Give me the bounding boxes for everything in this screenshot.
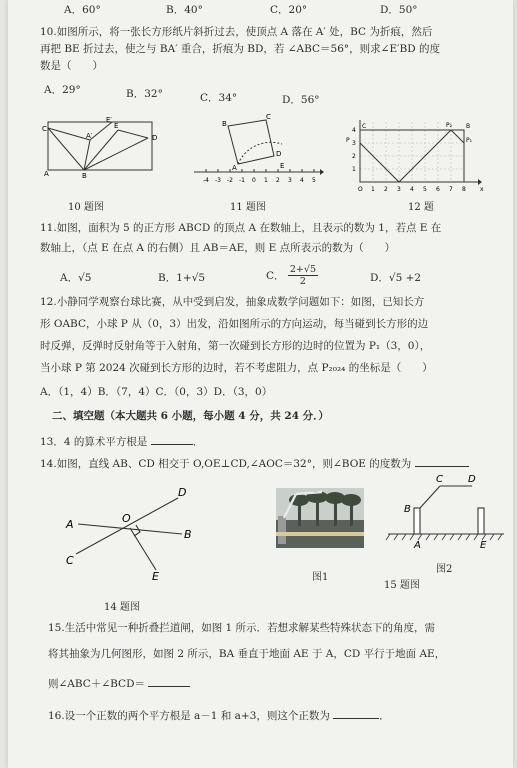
- q10-line-2: 再把 BE 折过去，使之与 BA′ 重合，折痕为 BD，若 ∠ABC＝56°，则求∠E′BD 的度: [40, 43, 440, 55]
- q9-option-d: D．50°: [380, 4, 418, 16]
- fig11-tick: 4: [300, 177, 304, 184]
- fig11-label-b: B: [222, 120, 227, 128]
- fig12-tick-y: 3: [352, 140, 356, 147]
- fig11-tick: 5: [312, 177, 316, 184]
- q12-options: A．（1，4）B．（7，4）C．（0，3）D．（3，0）: [40, 386, 273, 398]
- fig10-label-e-prime: E′: [106, 116, 113, 124]
- q11-fraction-denominator: 2: [299, 276, 306, 287]
- fig12-tick-y: 1: [352, 166, 356, 173]
- fig12-tick-x: 1: [371, 186, 375, 193]
- fig12-label-p2: P₂: [446, 122, 453, 129]
- q15-line-3: [48, 676, 190, 691]
- q12-line-4: 当小球 P 第 2024 次碰到长方形的边时，若不考虑阻力，点 P₂₀₂₄ 的坐标是（ ）: [40, 362, 433, 374]
- fig15-label-fig2: 图2: [436, 564, 453, 575]
- fig12-tick-x: 6: [436, 186, 440, 193]
- q15-line-2: 将其抽象为几何图形，如图 2 所示，BA 垂直于地面 AE 于 A，CD 平行于地面 AE，: [48, 648, 446, 660]
- fig14-ray-oe: [130, 528, 156, 570]
- fig14-label-e: E: [152, 570, 159, 583]
- q15-question-end: 则∠ABC＋∠BCD＝: [48, 678, 145, 690]
- q11-fraction-numerator: 2+√5: [289, 264, 316, 275]
- fig14-label-b: B: [184, 528, 192, 541]
- fig10-label-c: C: [42, 125, 47, 133]
- fig14-caption: 14 题图: [104, 602, 140, 613]
- fig11-square: [228, 120, 274, 164]
- fig11-label-a: A: [232, 164, 237, 172]
- q11-line-2: 数轴上，（点 E 在点 A 的右侧）且 AB＝AE，则 E 点所表示的数为（ ）: [40, 242, 396, 254]
- fig12-tick-x: 7: [449, 186, 453, 193]
- q11-option-c-fraction: [288, 264, 318, 287]
- q10-option-a: A．29°: [44, 84, 81, 96]
- q10-line-1: 10.如图所示，将一张长方形纸片斜折过去，使顶点 A 落在 A′ 处，BC 为折痕，然后: [40, 26, 433, 38]
- q10-option-b: B．32°: [126, 88, 163, 100]
- fig12-label-p1: P₁: [466, 137, 473, 144]
- fig12-tick-x: 2: [384, 186, 388, 193]
- fig12-label-p: P: [346, 137, 350, 144]
- fig15-label-e: E: [480, 540, 487, 551]
- q15-line-1: 15.生活中常见一种折叠拦道闸，如图 1 所示．若想求解某些特殊状态下的角度，需: [48, 622, 436, 634]
- q12-line-3: 时反弹，反弹时反射角等于入射角，第一次碰到长方形的边时的位置为 P₁（3，0），: [40, 340, 431, 352]
- fig12-axis-x-label: x: [480, 186, 484, 193]
- figure-10: [42, 116, 162, 180]
- fig12-tick-y: 4: [352, 127, 356, 134]
- q11-option-d: D．√5 +2: [370, 272, 422, 284]
- fig12-tick-x: 8: [462, 186, 466, 193]
- q13-answer-blank: [151, 434, 193, 445]
- q11-line-1: 11.如图，面积为 5 的正方形 ABCD 的顶点 A 在数轴上，且表示的数为 1，若点 E 在: [40, 222, 442, 234]
- fig12-caption: 12 题: [408, 202, 434, 213]
- q16-period: ．: [379, 710, 390, 722]
- fig12-label-o: O: [358, 186, 363, 193]
- barrier-gate-photo-image: [276, 488, 364, 548]
- fig11-tick: 2: [276, 177, 280, 184]
- q15-answer-blank: [148, 676, 190, 687]
- fig12-label-b: B: [466, 123, 471, 130]
- q16-text: [48, 708, 390, 723]
- fig10-label-a: A: [44, 170, 49, 178]
- q13-question: 13．4 的算术平方根是: [40, 436, 148, 448]
- fig10-label-b: B: [82, 172, 87, 180]
- q12-line-2: 形 OABC，小球 P 从（0，3）出发，沿如图所示的方向运动，每当碰到长方形的边: [40, 318, 429, 330]
- figure-12: [346, 118, 486, 196]
- q11-option-c-prefix: C．: [266, 270, 285, 282]
- figure-11: [194, 112, 324, 192]
- fig15-post-ba: [414, 508, 420, 534]
- fig14-line-cd: [76, 498, 178, 554]
- fig11-tick: 1: [264, 177, 268, 184]
- fig12-tick-x: 3: [397, 186, 401, 193]
- q11-option-c: [266, 264, 318, 287]
- q9-option-b: B．40°: [166, 4, 203, 16]
- fig12-tick-x: 5: [423, 186, 427, 193]
- fig14-label-a: A: [66, 518, 74, 531]
- fig15-label-d: D: [468, 474, 476, 485]
- q14-answer-blank: [415, 456, 469, 467]
- q16-answer-blank: [333, 708, 379, 719]
- fig15-label-fig1: 图1: [312, 572, 329, 583]
- fig10-label-d: D: [152, 134, 158, 142]
- fig12-label-c: C: [362, 123, 367, 130]
- fig15-label-a: A: [414, 540, 421, 551]
- fig11-label-e: E: [280, 162, 285, 170]
- figure-15-diagram: [388, 474, 506, 554]
- fig10-label-a-prime: A′: [86, 132, 93, 140]
- q14-text: [40, 456, 469, 471]
- q16-question: 16.设一个正数的两个平方根是 a－1 和 a+3，则这个正数为: [48, 710, 330, 722]
- fig15-post-e: [478, 508, 484, 534]
- fig12-tick-x: 4: [410, 186, 414, 193]
- fig15-photo: [276, 488, 364, 548]
- fig11-tick: 3: [288, 177, 292, 184]
- fig11-tick: -2: [227, 177, 233, 184]
- fig10-caption: 10 题图: [68, 202, 104, 213]
- q12-line-1: 12.小静同学观察台球比赛，从中受到启发，抽象成数学问题如下：如图，已知长方: [40, 296, 425, 308]
- figure-14: [66, 484, 202, 583]
- fig10-label-e: E: [114, 122, 119, 130]
- q10-option-c: C．34°: [200, 92, 238, 104]
- fig14-label-c: C: [66, 554, 74, 567]
- q9-option-a: A．60°: [64, 4, 101, 16]
- q9-option-c: C．20°: [270, 4, 308, 16]
- fig11-label-c: C: [266, 113, 271, 121]
- section-2-heading: 二、填空题（本大题共 6 小题，每小题 4 分，共 24 分．）: [52, 410, 329, 422]
- q11-option-b: B．1+√5: [158, 272, 206, 284]
- fig14-label-o: O: [122, 512, 131, 525]
- fig14-label-d: D: [178, 486, 187, 499]
- q13-text: 13．4 的算术平方根是 ．: [40, 436, 204, 448]
- fig11-tick: -1: [239, 177, 245, 184]
- q11-option-a: A．√5: [60, 272, 92, 284]
- fig11-caption: 11 题图: [230, 202, 266, 213]
- exam-page: [8, 0, 513, 768]
- fig11-label-d: D: [276, 150, 282, 158]
- q10-option-d: D．56°: [282, 94, 320, 106]
- fig11-tick: 0: [252, 177, 256, 184]
- fig15-caption: 15 题图: [384, 580, 420, 591]
- fig11-tick: -4: [203, 177, 209, 184]
- q14-question: 14.如图，直线 AB、CD 相交于 O,OE⊥CD,∠AOC＝32°，则∠BOE 的度数为: [40, 458, 412, 470]
- fig12-tick-y: 2: [352, 153, 356, 160]
- fig15-label-b: B: [404, 504, 411, 515]
- fig11-tick: -3: [215, 177, 221, 184]
- fig15-label-c: C: [436, 474, 443, 485]
- q10-line-3: 数是（ ）: [40, 60, 103, 72]
